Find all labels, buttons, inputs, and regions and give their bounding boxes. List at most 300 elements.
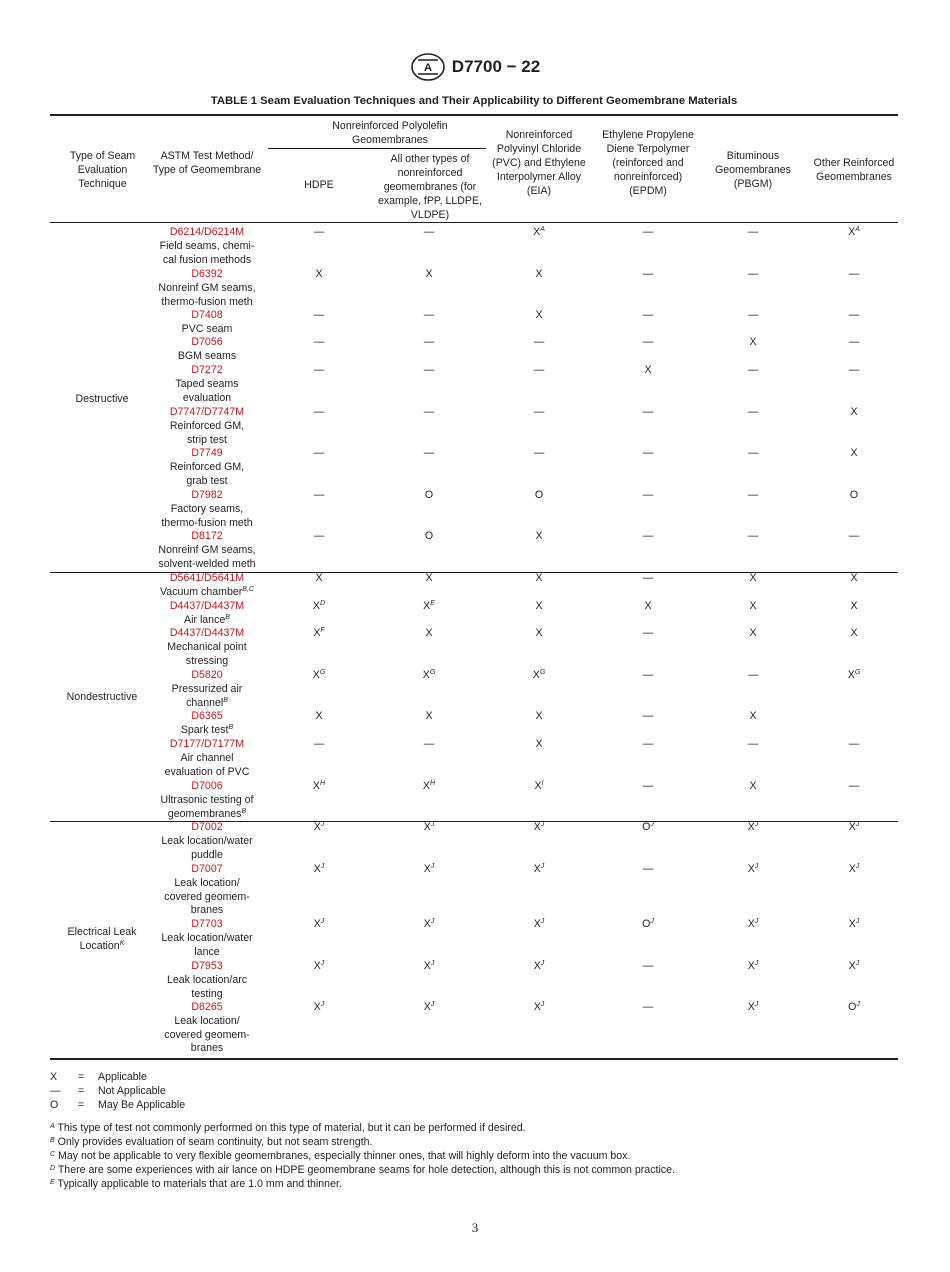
table-cell xyxy=(824,821,884,835)
cell-text: X xyxy=(535,738,543,750)
table-cell xyxy=(723,268,783,282)
test-method-description xyxy=(152,614,262,628)
cell-text: — xyxy=(313,530,325,542)
test-method-link[interactable]: D7749 xyxy=(191,447,223,459)
footnote-mark: E xyxy=(50,1179,55,1186)
test-method-description xyxy=(152,350,262,364)
legend-text: Not Applicable xyxy=(98,1085,166,1097)
test-method-description xyxy=(152,946,262,960)
test-method-link[interactable]: D7272 xyxy=(191,364,223,376)
table-row-method xyxy=(152,669,262,710)
test-method-description xyxy=(152,475,262,489)
col-header-other-reinforced: Other Reinforced Geomembranes xyxy=(813,157,895,183)
table-cell xyxy=(509,918,569,932)
cell-text: X xyxy=(312,780,320,792)
cell-text: — xyxy=(747,268,759,280)
table-cell xyxy=(509,447,569,461)
table-row-method xyxy=(152,710,262,738)
cell-text: — xyxy=(747,364,759,376)
table-cell xyxy=(399,669,459,683)
table-cell xyxy=(509,780,569,794)
col-header-pvc: Nonreinforced Polyvinyl Chloride (PVC) and Ethylene Interpolymer Alloy (EIA) xyxy=(492,129,586,197)
cell-text: X xyxy=(533,863,541,875)
table-cell xyxy=(289,669,349,683)
test-method-link[interactable]: D6392 xyxy=(191,268,223,280)
table-cell xyxy=(618,960,678,974)
cell-text: X xyxy=(533,960,541,972)
polyolefin-group-rule xyxy=(268,148,486,149)
table-cell xyxy=(399,336,459,350)
footnote-text: Typically applicable to materials that are 1.0 mm and thinner. xyxy=(57,1178,342,1190)
description-sup: B,C xyxy=(242,585,254,593)
table-row-method xyxy=(152,738,262,779)
table-cell xyxy=(509,960,569,974)
table-cell xyxy=(618,821,678,835)
table-cell xyxy=(824,309,884,323)
test-method-link[interactable]: D7002 xyxy=(191,821,223,833)
footnote xyxy=(50,1163,910,1177)
table-row-method xyxy=(152,336,262,364)
test-method-link[interactable]: D7747/D7747M xyxy=(169,406,245,418)
table-cell xyxy=(824,627,884,641)
table-cell xyxy=(723,1001,783,1015)
table-cell xyxy=(289,530,349,544)
cell-text: O xyxy=(642,918,651,930)
col-header-other-polyolefin: All other types of nonreinforced geomembranes (for example, fPP, LLDPE, VLDPE) xyxy=(377,153,483,221)
cell-sup: J xyxy=(320,821,325,828)
description-sup: B xyxy=(228,723,234,731)
cell-text: X xyxy=(850,627,858,639)
table-cell xyxy=(723,600,783,614)
test-method-link[interactable]: D4437/D4437M xyxy=(169,600,245,612)
cell-text: — xyxy=(642,627,654,639)
table-cell xyxy=(618,226,678,240)
description-text: puddle xyxy=(191,848,223,861)
cell-text: X xyxy=(423,863,431,875)
group-label: Electrical Leak Location xyxy=(67,926,137,952)
cell-text: X xyxy=(535,309,543,321)
test-method-link[interactable]: D4437/D4437M xyxy=(169,627,245,639)
table-row-method xyxy=(152,572,262,600)
cell-sup: J xyxy=(320,918,325,925)
cell-sup: J xyxy=(540,1001,545,1008)
group-label: Nondestructive xyxy=(66,691,138,703)
test-method-link[interactable]: D7056 xyxy=(191,336,223,348)
cell-text: X xyxy=(749,336,757,348)
table-bottom-rule xyxy=(50,1058,898,1060)
test-method-description xyxy=(152,683,262,697)
table-cell xyxy=(289,738,349,752)
table-cell xyxy=(289,572,349,586)
test-method-link[interactable]: D7007 xyxy=(191,863,223,875)
cell-text: — xyxy=(848,738,860,750)
test-method-link[interactable]: D5820 xyxy=(191,669,223,681)
test-method-description xyxy=(152,1029,262,1043)
group-label-electrical-leak xyxy=(52,925,152,953)
cell-sup: J xyxy=(540,918,545,925)
cell-text: X xyxy=(425,268,433,280)
cell-sup: J xyxy=(855,821,860,828)
cell-text: X xyxy=(534,780,542,792)
cell-text: — xyxy=(533,336,545,348)
test-method-link[interactable]: D7408 xyxy=(191,309,223,321)
table-cell xyxy=(618,268,678,282)
test-method-link[interactable]: D8172 xyxy=(191,530,223,542)
cell-text: X xyxy=(535,572,543,584)
cell-text: X xyxy=(848,226,856,238)
cell-sup: A xyxy=(540,226,545,233)
cell-sup: J xyxy=(540,960,545,967)
description-text: Nonreinf GM seams, xyxy=(158,281,256,294)
cell-sup: G xyxy=(854,669,861,676)
cell-sup: F xyxy=(320,627,325,634)
footnotes xyxy=(50,1121,910,1191)
table-cell xyxy=(289,710,349,724)
description-text: Leak location/arc xyxy=(166,973,248,986)
cell-text: — xyxy=(642,447,654,459)
table-cell xyxy=(509,364,569,378)
cell-text: — xyxy=(747,406,759,418)
table-cell xyxy=(723,572,783,586)
cell-text: — xyxy=(642,309,654,321)
cell-sup: G xyxy=(429,669,436,676)
cell-text: X xyxy=(315,268,323,280)
description-text: Air lance xyxy=(184,613,226,626)
description-text: stressing xyxy=(185,654,229,667)
table-cell xyxy=(509,821,569,835)
test-method-description xyxy=(152,932,262,946)
table-cell xyxy=(509,600,569,614)
table-cell xyxy=(618,364,678,378)
table-row-method xyxy=(152,226,262,267)
cell-text: — xyxy=(747,226,759,238)
test-method-description xyxy=(152,794,262,808)
table-cell xyxy=(824,863,884,877)
cell-text: — xyxy=(747,669,759,681)
cell-text: — xyxy=(848,530,860,542)
test-method-link[interactable]: D7982 xyxy=(191,489,223,501)
cell-text: — xyxy=(642,669,654,681)
table-cell xyxy=(289,447,349,461)
table-cell xyxy=(289,406,349,420)
col-header-epdm: Ethylene Propylene Diene Terpolymer (reinforced and nonreinforced) (EPDM) xyxy=(602,129,694,197)
col-header-polyolefin-group: Nonreinforced Polyolefin Geomembranes xyxy=(332,120,448,146)
table-cell xyxy=(399,268,459,282)
cell-text: — xyxy=(423,738,435,750)
table-cell xyxy=(824,738,884,752)
test-method-description xyxy=(152,558,262,572)
description-text: Pressurized air xyxy=(171,682,243,695)
table-cell xyxy=(399,780,459,794)
table-cell xyxy=(824,336,884,350)
cell-sup: E xyxy=(430,600,435,607)
legend-symbol: — xyxy=(50,1085,61,1097)
table-cell xyxy=(509,1001,569,1015)
cell-text: X xyxy=(313,1001,321,1013)
cell-text: X xyxy=(747,918,755,930)
test-method-description xyxy=(152,517,262,531)
table-cell xyxy=(399,489,459,503)
description-text: Reinforced GM, xyxy=(169,460,245,473)
table-cell xyxy=(723,669,783,683)
table-row-method xyxy=(152,364,262,405)
description-sup: B xyxy=(223,696,228,704)
cell-text: X xyxy=(425,572,433,584)
table-cell xyxy=(723,738,783,752)
cell-sup: J xyxy=(430,821,435,828)
table-cell xyxy=(618,669,678,683)
cell-sup: J xyxy=(754,1001,759,1008)
table-cell xyxy=(509,669,569,683)
cell-sup: G xyxy=(319,669,326,676)
table-cell xyxy=(723,489,783,503)
cell-text: — xyxy=(747,489,759,501)
table-cell xyxy=(509,863,569,877)
test-method-description xyxy=(152,891,262,905)
table-title: TABLE 1 Seam Evaluation Techniques and Their Applicability to Different Geomembrane Materials xyxy=(210,95,738,107)
cell-text: X xyxy=(749,627,757,639)
table-cell xyxy=(399,226,459,240)
table-top-rule xyxy=(50,114,898,116)
cell-text: — xyxy=(313,489,325,501)
cell-text: — xyxy=(533,406,545,418)
description-text: cal fusion methods xyxy=(162,253,252,266)
description-text: branes xyxy=(190,1042,224,1055)
cell-sup: J xyxy=(754,918,759,925)
cell-text: X xyxy=(533,918,541,930)
cell-text: X xyxy=(425,710,433,722)
cell-text: X xyxy=(425,627,433,639)
cell-text: O xyxy=(424,530,434,542)
cell-text: X xyxy=(312,600,320,612)
cell-text: X xyxy=(535,600,543,612)
table-row-method xyxy=(152,863,262,918)
cell-text: — xyxy=(533,447,545,459)
test-method-link[interactable]: D6365 xyxy=(191,710,223,722)
cell-text: X xyxy=(850,406,858,418)
cell-text: — xyxy=(313,406,325,418)
description-text: testing xyxy=(191,987,223,1000)
table-cell xyxy=(509,309,569,323)
table-cell xyxy=(509,710,569,724)
table-cell xyxy=(723,406,783,420)
cell-text: — xyxy=(423,447,435,459)
cell-sup: H xyxy=(320,780,326,787)
table-cell xyxy=(824,669,884,683)
table-cell xyxy=(509,406,569,420)
table-cell xyxy=(399,364,459,378)
cell-text: X xyxy=(848,960,856,972)
cell-text: — xyxy=(313,336,325,348)
cell-text: — xyxy=(423,309,435,321)
cell-text: — xyxy=(313,226,325,238)
cell-text: X xyxy=(422,669,430,681)
legend-eq: = xyxy=(78,1071,85,1083)
cell-text: X xyxy=(850,600,858,612)
legend-symbol: X xyxy=(50,1071,58,1083)
table-cell xyxy=(824,960,884,974)
footnote-text: May not be applicable to very flexible geomembranes, especially thinner ones, that will highly deform into the vacuum box. xyxy=(58,1150,631,1162)
description-text: thermo-fusion meth xyxy=(161,516,253,529)
description-text: strip test xyxy=(186,433,228,446)
table-cell xyxy=(723,447,783,461)
table-cell xyxy=(399,572,459,586)
table-cell xyxy=(618,530,678,544)
legend-row xyxy=(50,1098,185,1112)
cell-text: — xyxy=(642,710,654,722)
description-text: Spark test xyxy=(180,723,229,736)
cell-text: — xyxy=(642,572,654,584)
test-method-link[interactable]: D7006 xyxy=(191,780,223,792)
test-method-description xyxy=(152,1015,262,1029)
table-cell xyxy=(824,447,884,461)
table-cell xyxy=(824,1001,884,1015)
cell-sup: H xyxy=(430,780,436,787)
test-method-description xyxy=(152,240,262,254)
cell-text: X xyxy=(644,600,652,612)
cell-text: X xyxy=(749,572,757,584)
cell-sup: J xyxy=(430,863,435,870)
table-cell xyxy=(399,600,459,614)
description-text: lance xyxy=(194,945,220,958)
cell-text: — xyxy=(423,226,435,238)
table-row-method xyxy=(152,1001,262,1056)
cell-sup: J xyxy=(320,1001,325,1008)
col-header-pbgm: Bituminous Geomembranes (PBGM) xyxy=(715,150,791,190)
table-cell xyxy=(723,780,783,794)
table-cell xyxy=(399,821,459,835)
cell-text: X xyxy=(535,710,543,722)
page-header xyxy=(0,50,950,84)
table-cell xyxy=(824,918,884,932)
legend-text: Applicable xyxy=(98,1071,147,1083)
table-cell xyxy=(723,863,783,877)
table-cell xyxy=(399,627,459,641)
test-method-link[interactable]: D5641/D5641M xyxy=(169,572,245,584)
legend xyxy=(50,1070,185,1112)
cell-text: — xyxy=(423,406,435,418)
cell-text: — xyxy=(747,530,759,542)
table-row-method xyxy=(152,268,262,309)
cell-sup: J xyxy=(855,918,860,925)
cell-sup: J xyxy=(430,960,435,967)
cell-text: — xyxy=(313,364,325,376)
description-text: PVC seam xyxy=(181,322,233,335)
table-cell xyxy=(618,309,678,323)
test-method-description xyxy=(152,724,262,738)
table-row-method xyxy=(152,447,262,488)
description-text: evaluation of PVC xyxy=(164,765,250,778)
cell-text: X xyxy=(848,863,856,875)
cell-sup: J xyxy=(650,821,654,828)
table-cell xyxy=(618,336,678,350)
cell-sup: J xyxy=(754,821,759,828)
description-text: channel xyxy=(186,696,224,709)
cell-sup: J xyxy=(430,1001,435,1008)
table-row-method xyxy=(152,918,262,959)
cell-text: X xyxy=(423,600,431,612)
cell-text: — xyxy=(313,738,325,750)
test-method-description xyxy=(152,849,262,863)
cell-text: X xyxy=(533,226,541,238)
cell-text: X xyxy=(422,780,430,792)
table-cell xyxy=(618,710,678,724)
test-method-description xyxy=(152,392,262,406)
cell-text: — xyxy=(423,336,435,348)
test-method-link[interactable]: D7177/D7177M xyxy=(169,738,245,750)
table-cell xyxy=(509,530,569,544)
footnote-text: Only provides evaluation of seam continuity, but not seam strength. xyxy=(57,1136,373,1148)
table-cell xyxy=(289,364,349,378)
table-cell xyxy=(618,447,678,461)
test-method-description xyxy=(152,420,262,434)
table-row-method xyxy=(152,960,262,1001)
table-row-method xyxy=(152,530,262,571)
description-text: Factory seams, xyxy=(170,502,244,515)
cell-text: X xyxy=(533,1001,541,1013)
table-cell xyxy=(509,627,569,641)
description-sup: B xyxy=(225,613,230,621)
table-cell xyxy=(289,1001,349,1015)
cell-text: X xyxy=(747,821,755,833)
table-cell xyxy=(824,530,884,544)
test-method-link[interactable]: D6214/D6214M xyxy=(169,226,245,238)
cell-text: X xyxy=(532,669,540,681)
description-text: Ultrasonic testing of xyxy=(160,793,254,806)
cell-sup: D xyxy=(320,600,326,607)
description-text: Leak location/ xyxy=(174,876,240,889)
table-cell xyxy=(289,863,349,877)
cell-text: — xyxy=(642,863,654,875)
cell-sup: J xyxy=(650,918,654,925)
description-text: evaluation xyxy=(182,391,232,404)
col-header-method: ASTM Test Method/ Type of Geomembrane xyxy=(152,150,262,176)
cell-text: X xyxy=(313,821,321,833)
description-text: solvent-welded meth xyxy=(158,557,256,570)
cell-sup: J xyxy=(856,1001,860,1008)
cell-text: X xyxy=(313,918,321,930)
test-method-description xyxy=(152,461,262,475)
footnote-mark: B xyxy=(50,1137,55,1144)
table-cell xyxy=(824,406,884,420)
test-method-description xyxy=(152,877,262,891)
table-cell xyxy=(509,738,569,752)
table-cell xyxy=(399,863,459,877)
table-cell xyxy=(618,489,678,503)
table-cell xyxy=(399,1001,459,1015)
description-text: grab test xyxy=(186,474,228,487)
cell-text: — xyxy=(642,268,654,280)
test-method-description xyxy=(152,544,262,558)
cell-text: — xyxy=(642,406,654,418)
header-bottom-rule xyxy=(50,222,898,223)
test-method-link[interactable]: D7703 xyxy=(191,918,223,930)
cell-text: X xyxy=(313,863,321,875)
cell-sup: J xyxy=(855,960,860,967)
test-method-description xyxy=(152,808,262,822)
table-cell xyxy=(618,918,678,932)
test-method-description xyxy=(152,988,262,1002)
description-text: Mechanical point xyxy=(167,640,247,653)
cell-text: O xyxy=(424,489,434,501)
test-method-description xyxy=(152,641,262,655)
cell-text: X xyxy=(315,710,323,722)
test-method-link[interactable]: D7953 xyxy=(191,960,223,972)
cell-text: X xyxy=(644,364,652,376)
cell-text: — xyxy=(642,1001,654,1013)
description-text: Vacuum chamber xyxy=(160,585,243,598)
test-method-link[interactable]: D8265 xyxy=(191,1001,223,1013)
